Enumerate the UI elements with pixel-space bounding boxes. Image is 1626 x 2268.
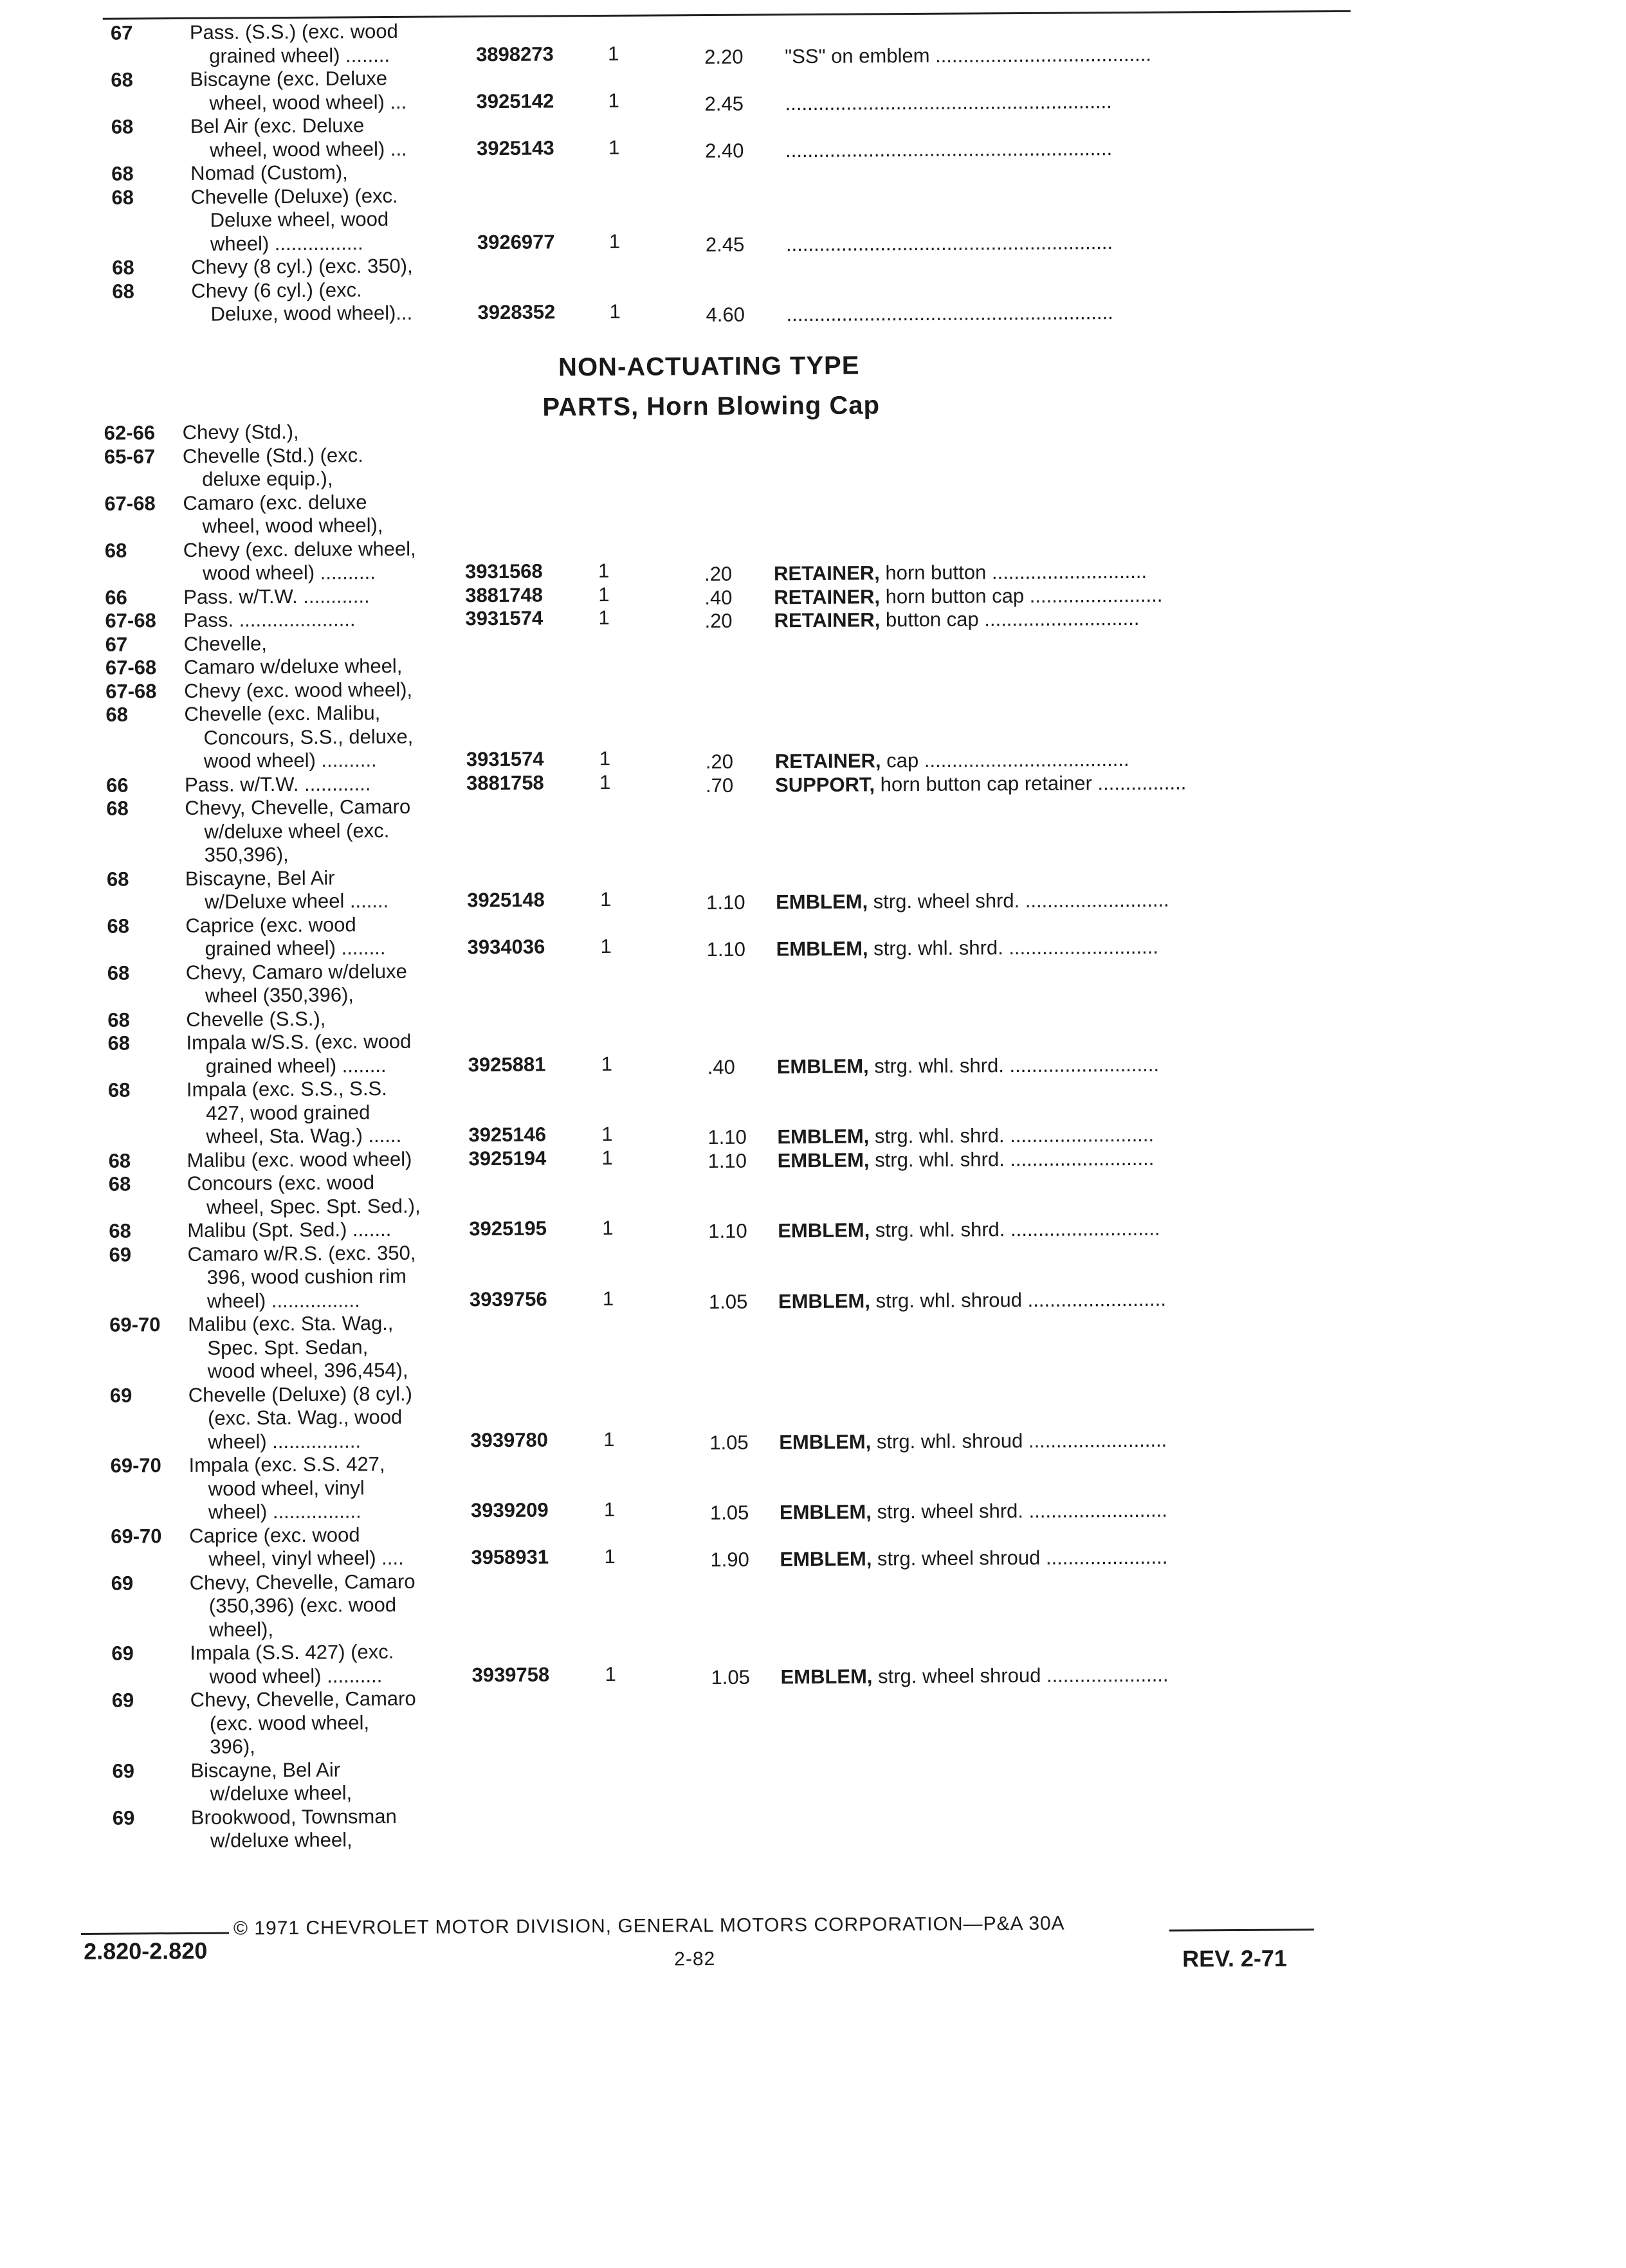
application-line: Chevelle (S.S.), <box>186 1007 326 1031</box>
price: 4.60 <box>706 303 745 326</box>
part-detail: strg. whl. shrd. ........................... <box>873 935 1159 960</box>
application-line: Pass. w/T.W. ............ <box>183 584 370 608</box>
application-line: wheel) ................ <box>208 1500 361 1523</box>
part-number: 3931574 <box>466 747 544 771</box>
quantity: 1 <box>603 1428 615 1451</box>
application-line: Chevelle (Std.) (exc. <box>182 443 363 467</box>
application-line: Chevelle (exc. Malibu, <box>184 702 381 725</box>
application-line: Deluxe, wood wheel)... <box>210 301 413 325</box>
part-description <box>774 607 1139 632</box>
quantity: 1 <box>599 747 611 770</box>
application-line: wheel, wood wheel), <box>202 514 383 538</box>
application-line: Chevelle, <box>183 631 268 655</box>
application-line: wheel, Spec. Spt. Sed.), <box>206 1194 421 1219</box>
quantity: 1 <box>602 1287 614 1310</box>
part-number: 3939758 <box>471 1663 550 1686</box>
application-line: wood wheel) .......... <box>209 1664 383 1688</box>
model-year: 67-68 <box>104 491 156 515</box>
part-number: 3925142 <box>476 89 554 113</box>
application-line: Impala (exc. S.S. 427, <box>188 1453 385 1476</box>
price: .40 <box>704 586 733 609</box>
application-line: Concours (exc. wood <box>187 1171 375 1195</box>
part-name: RETAINER, <box>774 749 887 773</box>
part-detail: strg. whl. shrd. ........................... <box>874 1053 1160 1077</box>
quantity: 1 <box>598 583 610 606</box>
application-line: Malibu (Spt. Sed.) ....... <box>187 1218 392 1242</box>
part-description <box>774 583 1162 609</box>
part-number: 3939756 <box>469 1287 547 1311</box>
application-line: (exc. Sta. Wag., wood <box>207 1405 403 1429</box>
section-subheading: PARTS, Horn Blowing Cap <box>542 391 881 422</box>
price: .20 <box>704 562 733 586</box>
part-detail: strg. wheel shrd. .......................... <box>873 888 1169 913</box>
price: 2.40 <box>704 139 744 162</box>
quantity: 1 <box>598 559 610 583</box>
part-name: EMBLEM, <box>780 1664 879 1688</box>
part-name: EMBLEM, <box>779 1500 877 1524</box>
application-line: Nomad (Custom), <box>190 161 348 185</box>
application-line: Bel Air (exc. Deluxe <box>190 114 365 138</box>
top-rule <box>103 10 1351 20</box>
price: 1.10 <box>708 1219 747 1242</box>
model-year: 69 <box>112 1759 135 1783</box>
application-line: Chevy (Std.), <box>182 420 299 444</box>
price: 1.10 <box>706 938 746 961</box>
footer-copyright: © 1971 CHEVROLET MOTOR DIVISION, GENERAL MOTORS CORPORATION—P&A 30A <box>233 1912 1065 1939</box>
part-description <box>775 748 1129 773</box>
part-number: 3898273 <box>476 42 554 66</box>
part-detail: strg. wheel shrd. ......................... <box>877 1498 1168 1523</box>
application-line: Chevy, Camaro w/deluxe <box>185 959 407 984</box>
model-year: 66 <box>105 585 127 609</box>
footer-page-number: 2-82 <box>674 1948 716 1970</box>
part-name: RETAINER, <box>774 585 886 608</box>
model-year: 68 <box>107 914 129 938</box>
price: 1.90 <box>710 1548 749 1571</box>
application-line: w/Deluxe wheel ....... <box>205 889 389 913</box>
model-year: 69-70 <box>109 1313 161 1336</box>
application-line: Pass. w/T.W. ............ <box>184 772 371 796</box>
application-line: deluxe equip.), <box>202 467 333 491</box>
application-line: wheel) ................ <box>206 1288 360 1312</box>
application-line: Pass. (S.S.) (exc. wood <box>189 19 398 44</box>
application-line: Deluxe wheel, wood <box>210 208 389 231</box>
quantity: 1 <box>605 1662 616 1685</box>
part-number: 3925881 <box>468 1053 546 1076</box>
application-line: Malibu (exc. wood wheel) <box>187 1147 412 1172</box>
application-line: Chevy (exc. wood wheel), <box>184 678 413 702</box>
model-year: 66 <box>105 773 129 797</box>
model-year: 69 <box>109 1383 132 1407</box>
part-detail: strg. whl. shroud ......................... <box>875 1287 1167 1312</box>
part-number: 3925146 <box>468 1123 547 1147</box>
model-year: 68 <box>112 256 134 279</box>
application-line: wheel, vinyl wheel) .... <box>208 1546 404 1570</box>
part-description <box>780 1499 1167 1525</box>
application-line: Camaro w/R.S. (exc. 350, <box>187 1241 416 1266</box>
quantity: 1 <box>601 1146 613 1169</box>
price: 1.10 <box>706 891 745 914</box>
footer-rule-right <box>1169 1928 1314 1931</box>
application-line: grained wheel) ........ <box>205 936 386 960</box>
quantity: 1 <box>609 300 621 323</box>
application-line: Caprice (exc. wood <box>189 1523 360 1547</box>
quantity: 1 <box>608 136 620 159</box>
application-line: wheel (350,396), <box>205 983 354 1007</box>
part-detail: cap ..................................... <box>886 747 1129 772</box>
part-detail: strg. whl. shrd. .......................... <box>875 1147 1155 1171</box>
price: .70 <box>705 774 734 797</box>
model-year: 68 <box>109 1219 131 1242</box>
model-year: 68 <box>111 185 134 209</box>
application-line: Impala w/S.S. (exc. wood <box>186 1030 412 1054</box>
part-name: EMBLEM, <box>777 1125 875 1148</box>
model-year: 69-70 <box>111 1524 162 1548</box>
application-line: Caprice (exc. wood <box>185 912 356 937</box>
application-line: grained wheel) ........ <box>209 43 390 68</box>
model-year: 69-70 <box>110 1454 161 1477</box>
part-number: 3928352 <box>477 300 556 324</box>
model-year: 68 <box>111 115 134 138</box>
part-description <box>786 231 1113 256</box>
part-detail: strg. whl. shrd. .......................... <box>874 1123 1155 1148</box>
model-year: 68 <box>107 961 130 984</box>
application-line: Brookwood, Townsman <box>190 1804 397 1829</box>
application-line: wheel, wood wheel) ... <box>209 137 407 161</box>
price: 1.05 <box>708 1290 748 1313</box>
part-description <box>776 889 1169 914</box>
part-description <box>780 1663 1168 1689</box>
part-description <box>775 771 1186 797</box>
part-name: EMBLEM, <box>777 1148 875 1172</box>
price: 1.05 <box>711 1665 750 1689</box>
part-detail: strg. wheel shroud ...................... <box>877 1663 1169 1687</box>
quantity: 1 <box>608 230 621 253</box>
part-detail: ........................................................... <box>785 230 1113 255</box>
quantity: 1 <box>608 42 619 65</box>
application-line: Pass. ..................... <box>183 608 356 631</box>
application-line: 350,396), <box>204 842 289 866</box>
model-year: 68 <box>111 162 134 185</box>
model-year: 69 <box>111 1642 134 1665</box>
part-name: EMBLEM, <box>778 1289 876 1312</box>
model-year: 69 <box>111 1571 134 1595</box>
model-year: 68 <box>108 1148 131 1172</box>
part-description <box>786 301 1113 326</box>
application-line: Camaro (exc. deluxe <box>183 490 367 514</box>
model-year: 68 <box>112 279 134 303</box>
part-name: EMBLEM, <box>780 1547 878 1571</box>
part-number: 3881758 <box>466 771 544 794</box>
quantity: 1 <box>601 1052 613 1075</box>
part-detail: button cap ............................ <box>885 606 1140 631</box>
application-line: Chevelle (Deluxe) (exc. <box>190 184 398 208</box>
section-heading: NON-ACTUATING TYPE <box>558 351 860 382</box>
application-line: wheel, wood wheel) ... <box>209 90 407 114</box>
part-name: RETAINER, <box>774 608 886 632</box>
price: .40 <box>707 1055 735 1078</box>
application-line: Chevy, Chevelle, Camaro <box>190 1687 416 1711</box>
application-line: Biscayne, Bel Air <box>185 866 335 890</box>
application-line: Chevy, Chevelle, Camaro <box>185 795 411 819</box>
application-line: Chevy (6 cyl.) (exc. <box>191 278 362 302</box>
part-name: EMBLEM, <box>776 890 873 914</box>
part-description <box>785 90 1111 115</box>
part-detail: ........................................................... <box>786 301 1113 326</box>
model-year: 68 <box>107 1008 130 1031</box>
part-description <box>778 1217 1160 1243</box>
application-line: wheel) ................ <box>210 231 363 255</box>
model-year: 67 <box>110 21 133 44</box>
application-line: w/deluxe wheel (exc. <box>204 819 390 843</box>
part-description <box>776 936 1158 961</box>
part-detail: horn button ............................ <box>885 559 1147 585</box>
part-description <box>777 1123 1154 1149</box>
part-detail: "SS" on emblem ....................................... <box>785 42 1152 68</box>
part-name: EMBLEM, <box>778 1219 875 1242</box>
part-description <box>778 1147 1155 1172</box>
application-line: Biscayne, Bel Air <box>190 1758 341 1782</box>
quantity: 1 <box>598 606 610 630</box>
application-line: wood wheel) .......... <box>203 748 377 772</box>
price: 1.05 <box>709 1501 749 1524</box>
model-year: 68 <box>111 68 133 91</box>
application-line: (exc. wood wheel, <box>209 1710 370 1735</box>
quantity: 1 <box>608 89 619 112</box>
model-year: 68 <box>107 1078 131 1102</box>
application-line: Impala (S.S. 427) (exc. <box>190 1640 394 1664</box>
part-name: EMBLEM, <box>779 1429 877 1453</box>
model-year: 69 <box>112 1806 135 1829</box>
part-name: EMBLEM, <box>776 1054 875 1078</box>
part-detail: horn button cap retainer ................ <box>880 770 1187 795</box>
application-line: Chevy (exc. deluxe wheel, <box>183 537 416 561</box>
application-line: Biscayne (exc. Deluxe <box>190 67 388 91</box>
part-description <box>779 1428 1167 1454</box>
application-line: wood wheel, vinyl <box>208 1476 365 1500</box>
application-line: Chevy, Chevelle, Camaro <box>189 1570 416 1594</box>
part-detail: ........................................................... <box>785 136 1113 161</box>
model-year: 67-68 <box>105 656 157 679</box>
price: .20 <box>705 750 734 774</box>
model-year: 69 <box>109 1242 132 1266</box>
application-line: wheel) ................ <box>208 1429 361 1453</box>
model-year: 68 <box>108 1172 131 1195</box>
price: .20 <box>704 609 733 633</box>
part-name: SUPPORT, <box>774 772 881 796</box>
application-line: 396), <box>210 1735 255 1758</box>
model-year: 68 <box>107 1031 131 1055</box>
part-number: 3958931 <box>471 1545 549 1569</box>
model-year: 62-66 <box>104 421 156 444</box>
quantity: 1 <box>601 1122 613 1146</box>
price: 2.45 <box>704 92 744 115</box>
model-year: 65-67 <box>104 444 156 468</box>
application-line: Impala (exc. S.S., S.S. <box>186 1077 387 1101</box>
application-line: 396, wood cushion rim <box>206 1264 407 1289</box>
part-name: EMBLEM, <box>776 937 874 961</box>
application-line: w/deluxe wheel, <box>210 1781 352 1805</box>
application-line: w/deluxe wheel, <box>210 1828 352 1852</box>
application-line: Malibu (exc. Sta. Wag., <box>188 1311 394 1336</box>
part-description <box>785 42 1151 68</box>
part-number: 3925143 <box>476 136 554 159</box>
part-number: 3934036 <box>467 935 545 959</box>
part-description <box>778 1287 1166 1313</box>
part-number: 3939780 <box>470 1428 549 1451</box>
part-number: 3926977 <box>477 230 555 253</box>
model-year: 67-68 <box>105 609 156 632</box>
part-number: 3931568 <box>464 559 543 583</box>
part-number: 3925194 <box>468 1147 547 1170</box>
model-year: 69 <box>111 1689 134 1712</box>
application-line: grained wheel) ........ <box>205 1053 387 1078</box>
part-description <box>785 137 1112 162</box>
application-line: wood wheel, 396,454), <box>207 1358 408 1383</box>
part-detail: strg. whl. shrd. ........................... <box>875 1217 1160 1242</box>
part-number: 3881748 <box>465 583 544 606</box>
application-line: Spec. Spt. Sedan, <box>207 1335 369 1359</box>
part-detail: horn button cap ........................ <box>885 583 1163 608</box>
footer-rule-left <box>81 1932 229 1935</box>
application-line: Chevy (8 cyl.) (exc. 350), <box>191 254 413 278</box>
footer-revision: REV. 2-71 <box>1182 1945 1288 1972</box>
model-year: 68 <box>104 538 127 562</box>
price: 2.45 <box>705 233 745 256</box>
part-number: 3925148 <box>467 888 545 912</box>
price: 2.20 <box>704 45 744 68</box>
application-line: Concours, S.S., deluxe, <box>203 725 414 749</box>
part-description <box>774 560 1147 586</box>
quantity: 1 <box>602 1216 614 1240</box>
quantity: 1 <box>599 770 611 794</box>
part-detail: strg. wheel shroud ...................... <box>877 1545 1168 1570</box>
part-number: 3925195 <box>469 1217 547 1240</box>
price: 1.05 <box>709 1431 749 1454</box>
application-line: Camaro w/deluxe wheel, <box>183 654 403 678</box>
part-name: RETAINER, <box>773 561 886 585</box>
part-detail: ........................................................... <box>785 89 1112 114</box>
footer-section-number: 2.820-2.820 <box>84 1937 208 1964</box>
application-line: wheel, Sta. Wag.) ...... <box>206 1123 402 1148</box>
part-number: 3931574 <box>465 606 544 630</box>
quantity: 1 <box>600 934 612 958</box>
quantity: 1 <box>600 887 612 911</box>
model-year: 68 <box>106 797 129 820</box>
model-year: 67 <box>105 632 128 656</box>
quantity: 1 <box>604 1545 616 1568</box>
part-detail: strg. whl. shroud ......................... <box>876 1428 1167 1453</box>
price: 1.10 <box>708 1125 747 1148</box>
application-line: Chevelle (Deluxe) (8 cyl.) <box>188 1382 412 1406</box>
model-year: 68 <box>105 703 128 726</box>
application-line: 427, wood grained <box>206 1100 370 1125</box>
application-line: wheel), <box>208 1617 274 1641</box>
model-year: 68 <box>106 867 129 891</box>
part-description <box>777 1053 1159 1078</box>
quantity: 1 <box>603 1498 616 1521</box>
application-line: (350,396) (exc. wood <box>208 1593 397 1617</box>
price: 1.10 <box>708 1149 747 1172</box>
part-description <box>780 1546 1167 1572</box>
model-year: 67-68 <box>105 679 157 703</box>
application-line: wood wheel) .......... <box>202 561 376 585</box>
part-number: 3939209 <box>470 1498 549 1522</box>
